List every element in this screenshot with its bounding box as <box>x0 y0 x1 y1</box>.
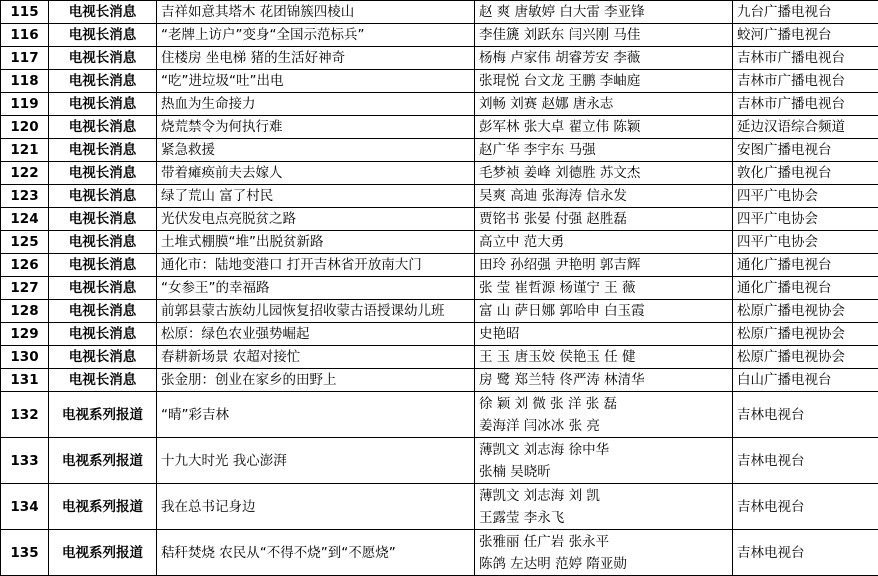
table-row <box>1 231 878 254</box>
row-category: 电视系列报道 <box>49 484 157 530</box>
table-row <box>1 1 878 24</box>
row-unit: 敦化广播电视台 <box>733 162 878 185</box>
row-title: 绿了荒山 富了村民 <box>157 185 475 208</box>
row-authors <box>475 392 733 438</box>
row-unit: 白山广播电视台 <box>733 369 878 392</box>
author-line: 陈鸽 左达明 范婷 隋亚勋 <box>479 553 728 575</box>
row-category: 电视长消息 <box>49 208 157 231</box>
row-authors <box>475 1 733 24</box>
table-row <box>1 392 878 438</box>
row-unit: 四平广电协会 <box>733 231 878 254</box>
author-line: 赵广华 李宇东 马强 <box>479 139 728 161</box>
author-line: 姜海洋 闫冰冰 张 亮 <box>479 415 728 437</box>
author-line: 王露莹 李永飞 <box>479 507 728 529</box>
row-authors <box>475 231 733 254</box>
author-line: 贾铭书 张晏 付强 赵胜磊 <box>479 208 728 230</box>
row-category: 电视系列报道 <box>49 438 157 484</box>
row-title: 住楼房 坐电梯 猪的生活好神奇 <box>157 47 475 70</box>
row-authors <box>475 139 733 162</box>
author-line: 王 玉 唐玉姣 侯艳玉 任 健 <box>479 346 728 368</box>
row-unit: 吉林电视台 <box>733 530 878 576</box>
row-authors <box>475 346 733 369</box>
row-number: 119 <box>1 93 49 116</box>
row-number: 135 <box>1 530 49 576</box>
row-authors <box>475 277 733 300</box>
table-row <box>1 323 878 346</box>
row-unit: 吉林电视台 <box>733 438 878 484</box>
row-category: 电视长消息 <box>49 231 157 254</box>
author-line: 徐 颖 刘 微 张 洋 张 磊 <box>479 393 728 415</box>
author-line: 张楠 吴晓昕 <box>479 461 728 483</box>
row-category: 电视系列报道 <box>49 530 157 576</box>
table-row <box>1 277 878 300</box>
author-line: 富 山 萨日娜 郭哈申 白玉霞 <box>479 300 728 322</box>
row-title: “吃”进垃圾“吐”出电 <box>157 70 475 93</box>
row-title: 秸秆焚烧 农民从“不得不烧”到“不愿烧” <box>157 530 475 576</box>
row-category: 电视长消息 <box>49 93 157 116</box>
row-title: 松原：绿色农业强势崛起 <box>157 323 475 346</box>
author-line: 薄凯文 刘志海 刘 凯 <box>479 485 728 507</box>
row-title: 张金朋：创业在家乡的田野上 <box>157 369 475 392</box>
row-authors <box>475 208 733 231</box>
row-category: 电视长消息 <box>49 139 157 162</box>
row-authors <box>475 116 733 139</box>
row-authors <box>475 47 733 70</box>
row-number: 115 <box>1 1 49 24</box>
row-number: 128 <box>1 300 49 323</box>
row-title: 带着瘫痪前夫去嫁人 <box>157 162 475 185</box>
row-number: 124 <box>1 208 49 231</box>
row-unit: 通化广播电视台 <box>733 254 878 277</box>
row-authors <box>475 438 733 484</box>
row-category: 电视系列报道 <box>49 392 157 438</box>
row-category: 电视长消息 <box>49 323 157 346</box>
table-row <box>1 47 878 70</box>
row-authors <box>475 70 733 93</box>
row-number: 118 <box>1 70 49 93</box>
row-authors <box>475 162 733 185</box>
table-row <box>1 116 878 139</box>
author-line: 张雅丽 任广岩 张永平 <box>479 531 728 553</box>
row-number: 127 <box>1 277 49 300</box>
row-authors <box>475 369 733 392</box>
row-unit: 吉林电视台 <box>733 484 878 530</box>
row-title: 吉祥如意其塔木 花团锦簇四棱山 <box>157 1 475 24</box>
row-unit: 四平广电协会 <box>733 208 878 231</box>
author-line: 毛梦祯 姜峰 刘德胜 苏文杰 <box>479 162 728 184</box>
row-number: 131 <box>1 369 49 392</box>
row-category: 电视长消息 <box>49 24 157 47</box>
row-title: 烧荒禁令为何执行难 <box>157 116 475 139</box>
author-line: 杨梅 卢家伟 胡睿芳安 李薇 <box>479 47 728 69</box>
row-unit: 松原广播电视协会 <box>733 346 878 369</box>
table-row <box>1 438 878 484</box>
table-row <box>1 484 878 530</box>
row-number: 117 <box>1 47 49 70</box>
author-line: 赵 爽 唐敏婷 白大雷 李亚锋 <box>479 1 728 23</box>
row-category: 电视长消息 <box>49 277 157 300</box>
row-authors <box>475 93 733 116</box>
row-number: 116 <box>1 24 49 47</box>
row-title: 土堆式棚膜“堆”出脱贫新路 <box>157 231 475 254</box>
row-authors <box>475 185 733 208</box>
row-category: 电视长消息 <box>49 1 157 24</box>
row-title: “女参王”的幸福路 <box>157 277 475 300</box>
row-category: 电视长消息 <box>49 254 157 277</box>
row-category: 电视长消息 <box>49 47 157 70</box>
table-row <box>1 300 878 323</box>
author-line: 房 鹭 郑兰特 佟严涛 林清华 <box>479 369 728 391</box>
row-title: 热血为生命接力 <box>157 93 475 116</box>
table-row <box>1 185 878 208</box>
author-line: 李佳篪 刘跃东 闫兴刚 马佳 <box>479 24 728 46</box>
row-title: “老牌上访户”变身“全国示范标兵” <box>157 24 475 47</box>
row-unit: 吉林市广播电视台 <box>733 70 878 93</box>
row-category: 电视长消息 <box>49 369 157 392</box>
table-row <box>1 530 878 576</box>
author-line: 史艳昭 <box>479 323 728 345</box>
row-category: 电视长消息 <box>49 346 157 369</box>
table-row <box>1 93 878 116</box>
author-line: 张琨悦 台文龙 王鹏 李岫庭 <box>479 70 728 92</box>
row-number: 132 <box>1 392 49 438</box>
row-number: 122 <box>1 162 49 185</box>
author-line: 薄凯文 刘志海 徐中华 <box>479 439 728 461</box>
table-row <box>1 139 878 162</box>
table-row <box>1 24 878 47</box>
row-title: 我在总书记身边 <box>157 484 475 530</box>
row-number: 126 <box>1 254 49 277</box>
row-authors <box>475 484 733 530</box>
row-title: 十九大时光 我心澎湃 <box>157 438 475 484</box>
row-number: 130 <box>1 346 49 369</box>
author-line: 彭军林 张大卓 翟立伟 陈颖 <box>479 116 728 138</box>
row-number: 120 <box>1 116 49 139</box>
row-unit: 松原广播电视协会 <box>733 300 878 323</box>
author-line: 吴爽 高迪 张海涛 信永发 <box>479 185 728 207</box>
row-number: 134 <box>1 484 49 530</box>
row-authors <box>475 254 733 277</box>
row-number: 121 <box>1 139 49 162</box>
row-unit: 延边汉语综合频道 <box>733 116 878 139</box>
row-unit: 吉林市广播电视台 <box>733 47 878 70</box>
table-row <box>1 162 878 185</box>
row-category: 电视长消息 <box>49 185 157 208</box>
row-number: 129 <box>1 323 49 346</box>
row-title: “晴”彩吉林 <box>157 392 475 438</box>
table-body <box>1 1 878 576</box>
row-category: 电视长消息 <box>49 300 157 323</box>
row-unit: 九台广播电视台 <box>733 1 878 24</box>
row-title: 春耕新场景 农超对接忙 <box>157 346 475 369</box>
row-unit: 吉林市广播电视台 <box>733 93 878 116</box>
row-unit: 安图广播电视台 <box>733 139 878 162</box>
row-number: 133 <box>1 438 49 484</box>
table-row <box>1 70 878 93</box>
row-title: 紧急救援 <box>157 139 475 162</box>
author-line: 高立中 范大勇 <box>479 231 728 253</box>
row-category: 电视长消息 <box>49 116 157 139</box>
table-row <box>1 346 878 369</box>
row-unit: 蛟河广播电视台 <box>733 24 878 47</box>
author-line: 田玲 孙绍强 尹艳明 郭吉辉 <box>479 254 728 276</box>
row-number: 125 <box>1 231 49 254</box>
row-category: 电视长消息 <box>49 162 157 185</box>
row-title: 前郭县蒙古族幼儿园恢复招收蒙古语授课幼儿班 <box>157 300 475 323</box>
row-unit: 吉林电视台 <box>733 392 878 438</box>
author-line: 张 莹 崔哲源 杨谨宁 王 薇 <box>479 277 728 299</box>
author-line: 刘畅 刘赛 赵娜 唐永志 <box>479 93 728 115</box>
row-authors <box>475 300 733 323</box>
row-authors <box>475 530 733 576</box>
row-title: 通化市：陆地变港口 打开吉林省开放南大门 <box>157 254 475 277</box>
row-category: 电视长消息 <box>49 70 157 93</box>
row-authors <box>475 323 733 346</box>
row-authors <box>475 24 733 47</box>
row-unit: 通化广播电视台 <box>733 277 878 300</box>
table-row <box>1 208 878 231</box>
table-row <box>1 369 878 392</box>
row-unit: 松原广播电视协会 <box>733 323 878 346</box>
row-number: 123 <box>1 185 49 208</box>
table-row <box>1 254 878 277</box>
row-unit: 四平广电协会 <box>733 185 878 208</box>
row-title: 光伏发电点亮脱贫之路 <box>157 208 475 231</box>
